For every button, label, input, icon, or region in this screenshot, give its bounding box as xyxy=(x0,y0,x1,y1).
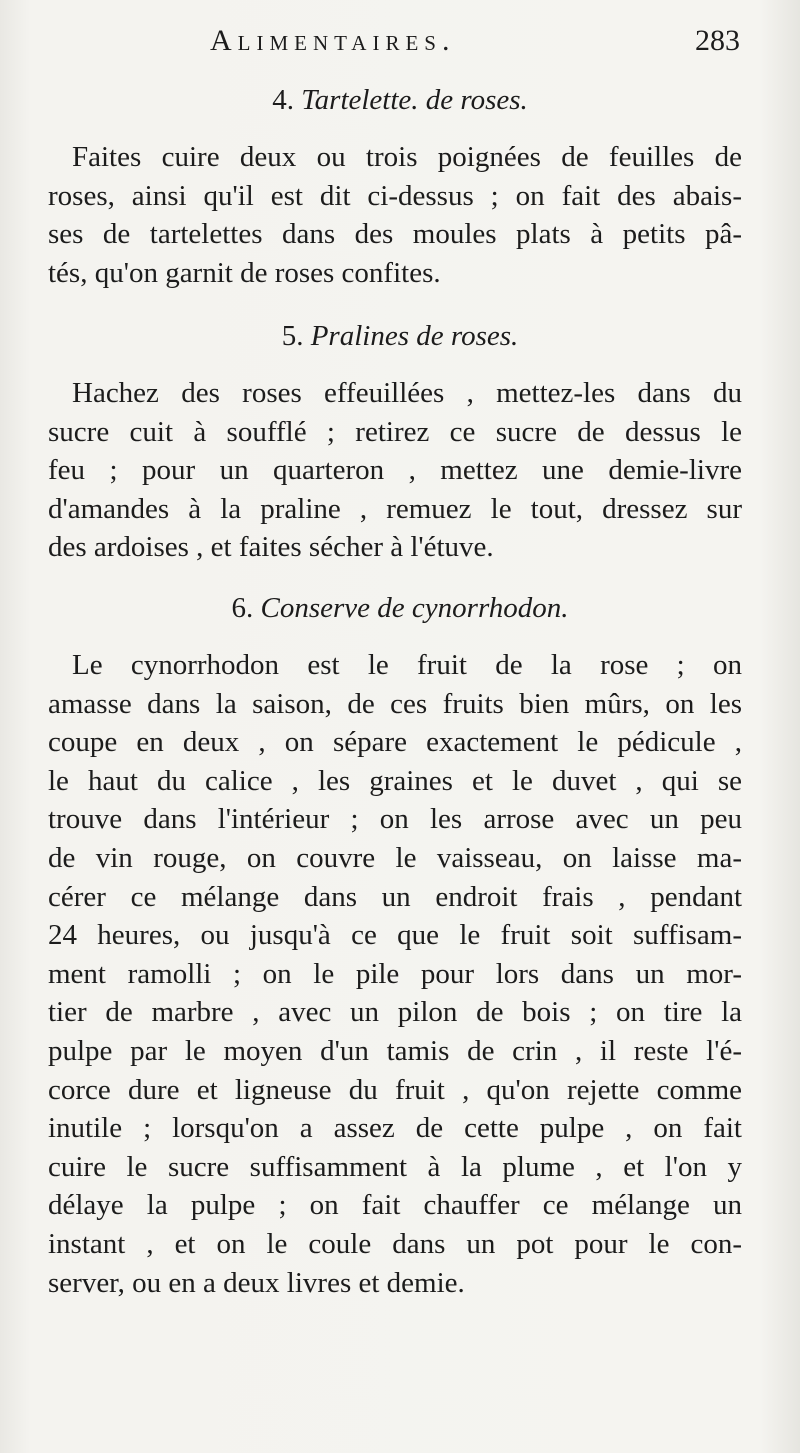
text-line: pulpe par le moyen d'un tamis de crin , il reste l'é- xyxy=(48,1034,742,1067)
text-line: feu ; pour un quarteron , mettez une demie-livre xyxy=(48,454,742,487)
section-title: Tartelette. de roses. xyxy=(301,84,528,116)
text-line: ses de tartelettes dans des moules plats à petits pâ- xyxy=(48,218,742,251)
section-body-6 xyxy=(48,646,742,1302)
section-body-4 xyxy=(48,138,742,292)
text-line: délaye la pulpe ; on fait chauffer ce mélange un xyxy=(48,1189,742,1222)
section-title: Pralines de roses. xyxy=(310,320,519,352)
text-line: server, ou en a deux livres et demie. xyxy=(48,1266,465,1299)
text-line: 24 heures, ou jusqu'à ce que le fruit soit suffisam- xyxy=(48,919,742,952)
text-line: cérer ce mélange dans un endroit frais , pendant xyxy=(48,880,742,913)
section-heading-6 xyxy=(0,592,800,625)
text-line: corce dure et ligneuse du fruit , qu'on rejette comme xyxy=(48,1073,742,1106)
text-line: ment ramolli ; on le pile pour lors dans un mor- xyxy=(48,957,742,990)
text-line: cuire le sucre suffisamment à la plume , et l'on y xyxy=(48,1150,742,1183)
section-number: 6. xyxy=(231,592,254,624)
section-number: 4. xyxy=(272,84,294,116)
text-line: de vin rouge, on couvre le vaisseau, on laisse ma- xyxy=(48,841,742,874)
section-title: Conserve de cynorrhodon. xyxy=(260,592,569,624)
text-line: amasse dans la saison, de ces fruits bien mûrs, on les xyxy=(48,687,742,720)
text-line: Faites cuire deux ou trois poignées de feuilles de xyxy=(72,141,742,173)
running-title: Alimentaires. xyxy=(210,24,456,57)
text-line: roses, ainsi qu'il est dit ci-dessus ; on fait des abais- xyxy=(48,179,742,212)
section-body-5 xyxy=(48,374,742,567)
section-heading-4 xyxy=(0,84,800,117)
section-number: 5. xyxy=(281,320,304,352)
text-line: coupe en deux , on sépare exactement le pédicule , xyxy=(48,726,742,759)
text-line: inutile ; lorsqu'on a assez de cette pulpe , on fait xyxy=(48,1112,742,1145)
page-number: 283 xyxy=(695,24,740,57)
text-line: Hachez des roses effeuillées , mettez-les dans du xyxy=(72,377,742,409)
text-line: d'amandes à la praline , remuez le tout, dressez sur xyxy=(48,492,742,525)
text-line: sucre cuit à soufflé ; retirez ce sucre de dessus le xyxy=(48,415,742,448)
text-line: Le cynorrhodon est le fruit de la rose ; on xyxy=(72,649,742,681)
text-line: tés, qu'on garnit de roses confites. xyxy=(48,256,441,289)
text-line: instant , et on le coule dans un pot pour le con- xyxy=(48,1227,742,1260)
text-line: tier de marbre , avec un pilon de bois ; on tire la xyxy=(48,996,742,1029)
text-line: le haut du calice , les graines et le duvet , qui se xyxy=(48,764,742,797)
section-heading-5 xyxy=(0,320,800,353)
text-line: trouve dans l'intérieur ; on les arrose avec un peu xyxy=(48,803,742,836)
text-line: des ardoises , et faites sécher à l'étuve. xyxy=(48,531,494,564)
page-header xyxy=(60,24,740,64)
